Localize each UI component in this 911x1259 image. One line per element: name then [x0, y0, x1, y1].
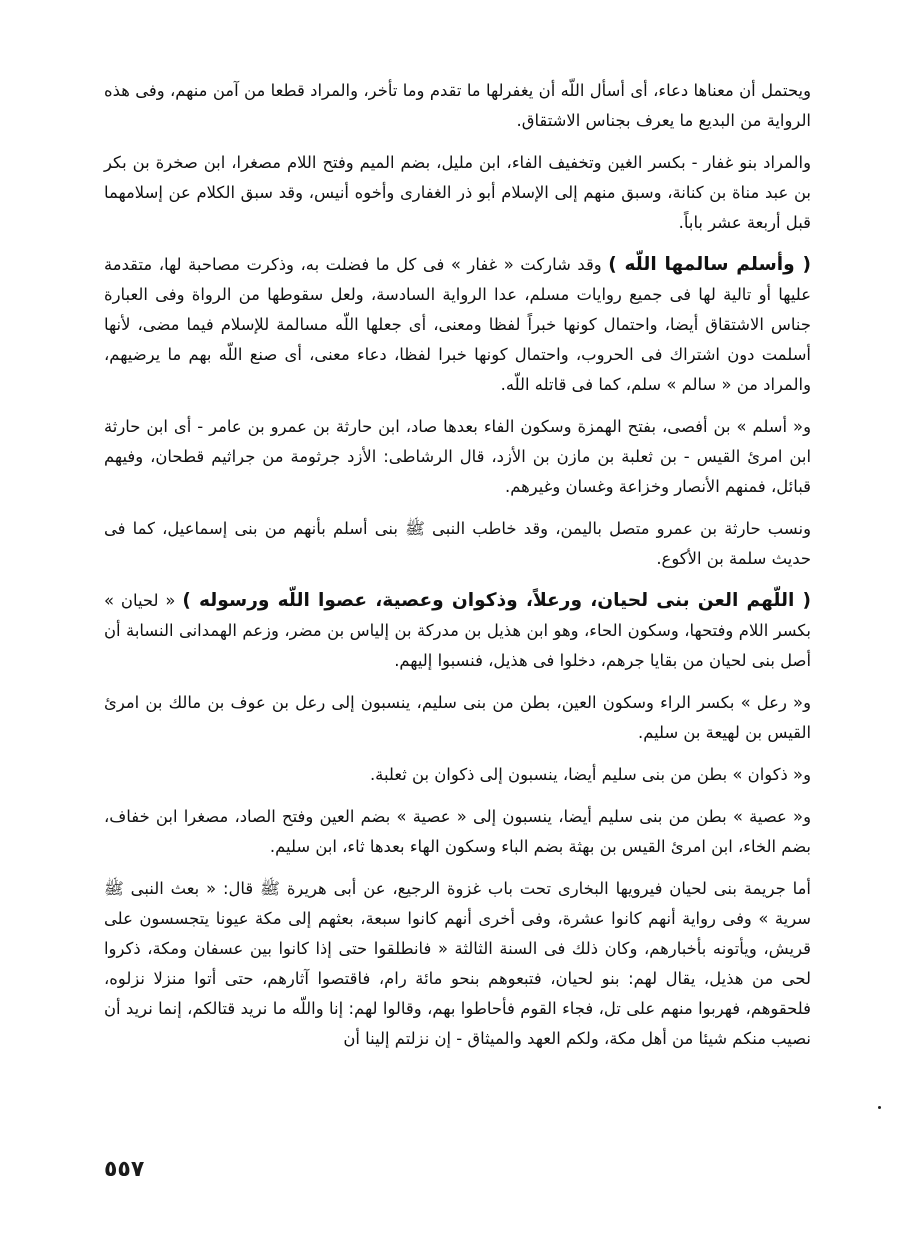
hadith-heading-1: ( وأسلم سالمها اللّه )	[608, 254, 811, 275]
paragraph-10-text: أما جريمة بنى لحيان فيرويها البخارى تحت باب غزوة الرجيع، عن أبى هريرة ﷺ قال: « بعث النبى ﷺ سرية » وفى رواية أنهم كانوا عشرة، وفى أخرى أنهم كانوا سبعة، بعثهم إلى مكة عيونا يتجسسون على قريش، ويأتونه بأخبارهم، وكان ذلك فى السنة الثالثة « فانطلقوا حتى إذا كانوا بين عسفان ومكة، ذكروا لحى من هذيل، يقال لهم: بنو لحيان، فتبعوهم بنحو مائة رام، فاقتصوا آثارهم، حتى أتوا منزلا نزلوه، فلحقوهم، فهربوا منهم على تل، فجاء القوم فأحاطوا بهم، وقالوا لهم: إنا واللّه ما نريد قتالكم، إنما نريد أن نصيب منكم شيئا من أهل مكة، ولكم العهد والميثاق - إن نزلتم إلينا أن	[104, 879, 811, 1048]
paragraph-2	[104, 148, 811, 238]
paragraph-3	[104, 250, 811, 400]
paragraph-4-text: و« أسلم » بن أفصى، بفتح الهمزة وسكون الفاء بعدها صاد، ابن حارثة بن عمرو بن عامر - أى ابن حارثة ابن امرئ القيس - بن ثعلبة بن مازن بن الأزد، قال الرشاطى: الأزد جرثومة من جراثيم قطحان، وفيهم قبائل، فمنهم الأنصار وخزاعة وغسان وغيرهم.	[104, 417, 811, 496]
paragraph-5	[104, 514, 811, 574]
paragraph-1	[104, 76, 811, 136]
paragraph-6	[104, 586, 811, 676]
paragraph-6-text: « لحيان » بكسر اللام وفتحها، وسكون الحاء، وهو ابن هذيل بن مدركة بن إلياس بن مضر، وزعم الهمدانى النسابة أن أصل بنى لحيان من بقايا جرهم، دخلوا فى هذيل، فنسبوا إليهم.	[104, 591, 811, 670]
hadith-heading-2: ( اللّهم العن بنى لحيان، ورعلاً، وذكوان وعصية، عصوا اللّه ورسوله )	[182, 590, 812, 611]
paragraph-8-text: و« ذكوان » بطن من بنى سليم أيضا، ينسبون إلى ذكوان بن ثعلبة.	[369, 765, 811, 784]
paragraph-2-text: والمراد بنو غفار - بكسر الغين وتخفيف الفاء، ابن مليل، بضم الميم وفتح اللام مصغرا، ابن صخرة بن بكر بن عبد مناة بن كنانة، وسبق منهم إلى الإسلام أبو ذر الغفارى وأخوه أنيس، وقد سبق الكلام عن إسلامهما قبل أربعة عشر باباً.	[104, 153, 811, 232]
paragraph-7	[104, 688, 811, 748]
paragraph-5-text: ونسب حارثة بن عمرو متصل باليمن، وقد خاطب النبى ﷺ بنى أسلم بأنهم من بنى إسماعيل، كما فى حديث سلمة بن الأكوع.	[104, 519, 811, 568]
paragraph-8	[104, 760, 811, 790]
paragraph-1-text: ويحتمل أن معناها دعاء، أى أسأل اللّه أن يغفرلها ما تقدم وما تأخر، والمراد قطعا من آمن منهم، وفى هذه الرواية من البديع ما يعرف بجناس الاشتقاق.	[104, 81, 811, 130]
paragraph-7-text: و« رعل » بكسر الراء وسكون العين، بطن من بنى سليم، ينسبون إلى رعل بن عوف بن مالك بن امرئ القيس بن لهيعة بن سليم.	[104, 693, 811, 742]
page-number: ٥٥٧	[104, 1157, 145, 1182]
paragraph-3-text: وقد شاركت « غفار » فى كل ما فضلت به، وذكرت مصاحبة لها، متقدمة عليها أو تالية لها فى جميع روايات مسلم، عدا الرواية السادسة، ولعل سقوطها من الرواة وفى العبارة جناس الاشتقاق أيضا، واحتمال كونها خبراً لفظا ومعنى، أى جعلها اللّه مسالمة للإسلام فيما مضى، لأنها أسلمت دون اشتراك فى الحروب، واحتمال كونها خبرا لفظا، دعاء معنى، أى صنع اللّه بهم ما يرضيهم، والمراد من « سالم » سلم، كما فى قاتله اللّه.	[104, 255, 811, 394]
paragraph-9-text: و« عصية » بطن من بنى سليم أيضا، ينسبون إلى « عصية » بضم العين وفتح الصاد، مصغرا ابن خفاف، بضم الخاء، ابن امرئ القيس بن بهثة بضم الباء وسكون الهاء بعدها ثاء، ابن سليم.	[104, 807, 811, 856]
page-body	[104, 76, 811, 1066]
paragraph-10	[104, 874, 811, 1054]
paragraph-9	[104, 802, 811, 862]
margin-mark	[878, 1106, 881, 1109]
paragraph-4	[104, 412, 811, 502]
